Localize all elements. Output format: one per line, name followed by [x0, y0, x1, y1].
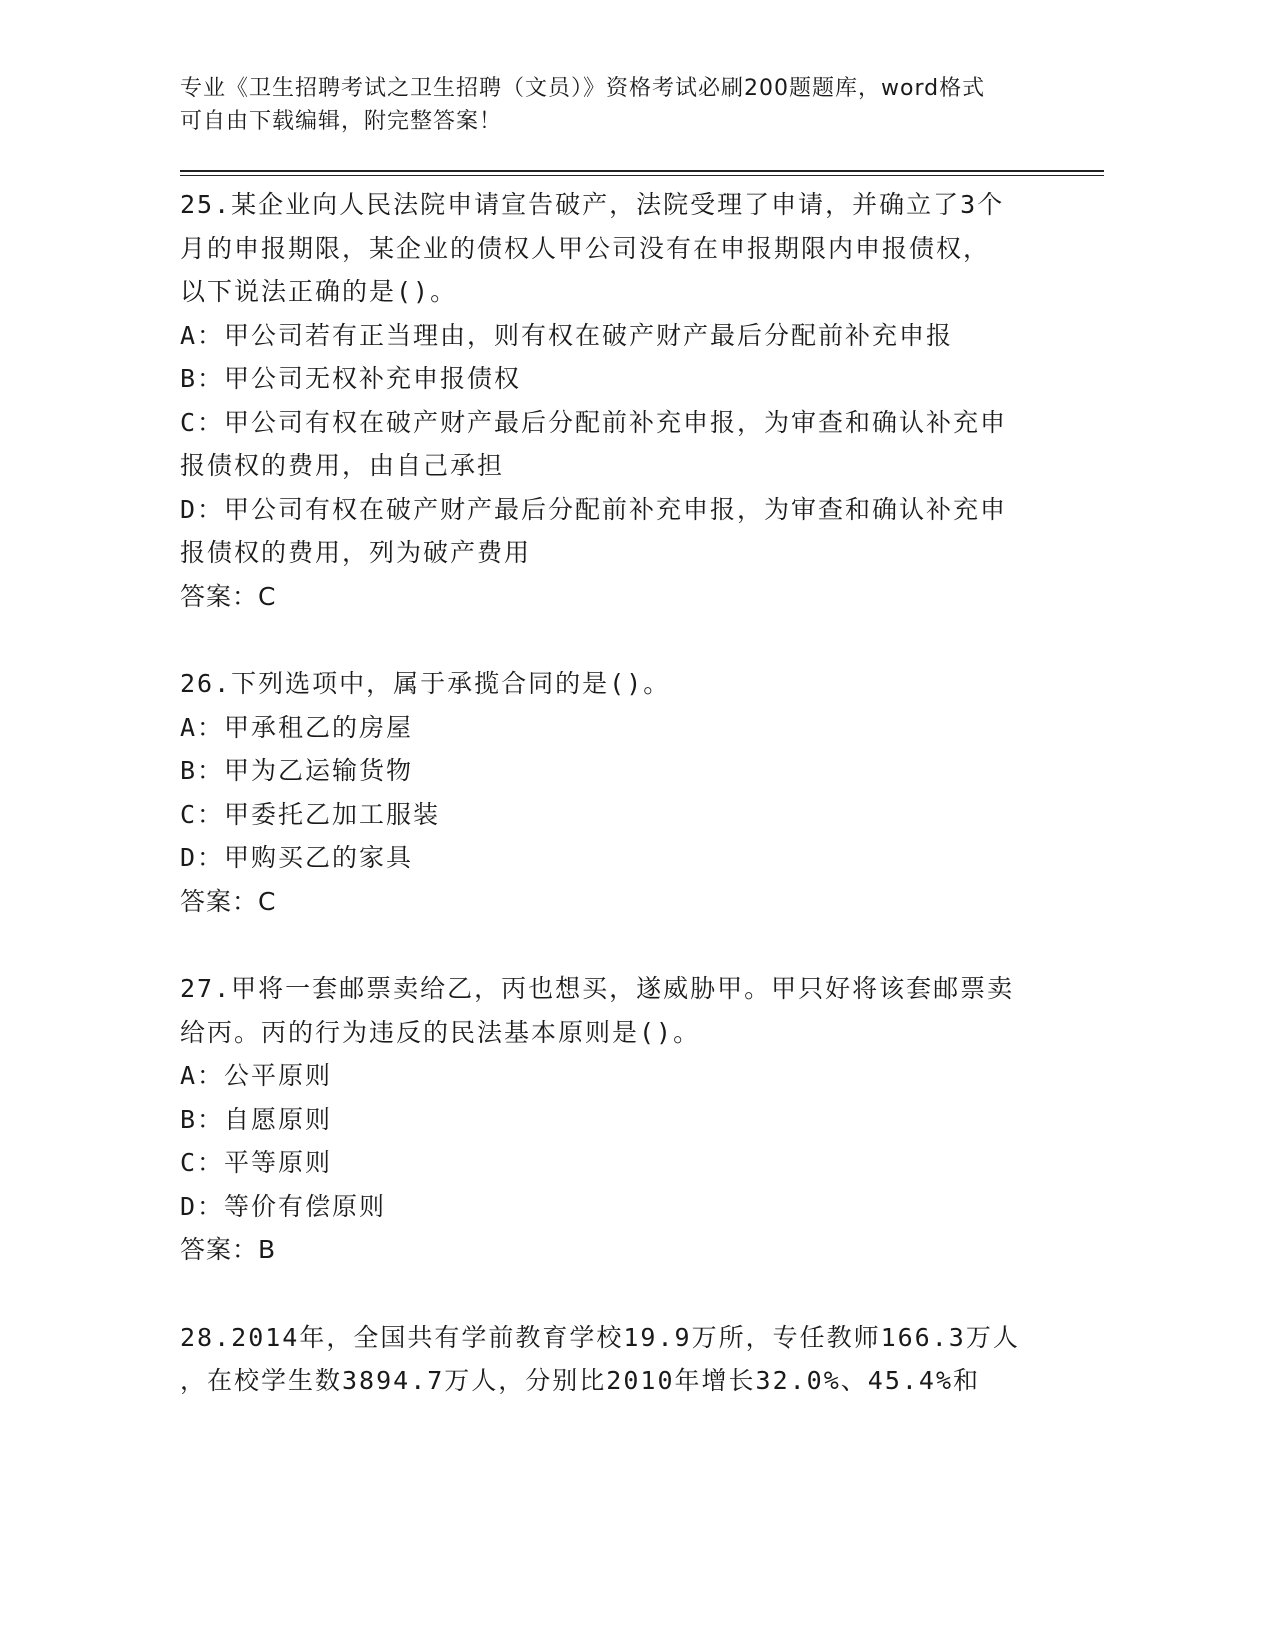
answer-option-line: D：甲购买乙的家具 [180, 843, 414, 872]
answer-option-line: A：甲承租乙的房屋 [180, 712, 414, 742]
answer-option-line: D：甲公司有权在破产财产最后分配前补充申报，为审查和确认补充申 [180, 494, 1008, 524]
question-text-line: ，在校学生数3894.7万人，分别比2010年增长32.0%、45.4%和 [180, 1366, 981, 1395]
header-divider-thin [180, 175, 1104, 176]
question-block [180, 1316, 1040, 1403]
answer-option-line: C：平等原则 [180, 1148, 333, 1177]
question-list [180, 183, 1040, 1403]
question-text-line: 月的申报期限，某企业的债权人甲公司没有在申报期限内申报债权， [180, 233, 991, 263]
answer-option-line: A：公平原则 [180, 1061, 333, 1090]
question-block [180, 967, 1040, 1272]
question-text-line: 26.下列选项中，属于承揽合同的是()。 [180, 669, 671, 698]
header-divider-thick [180, 170, 1104, 172]
answer-option-line: C：甲委托乙加工服装 [180, 799, 441, 829]
header-line-2: 可自由下载编辑，附完整答案！ [180, 109, 503, 134]
answer-option-line: B：甲公司无权补充申报债权 [180, 364, 522, 393]
answer-option-line: B：甲为乙运输货物 [180, 756, 414, 785]
answer-option-line: B：自愿原则 [180, 1104, 333, 1134]
answer-option-line: 报债权的费用，由自己承担 [180, 451, 505, 480]
answer-option-line: C：甲公司有权在破产财产最后分配前补充申报，为审查和确认补充申 [180, 407, 1008, 437]
answer-option-line: A：甲公司若有正当理由，则有权在破产财产最后分配前补充申报 [180, 320, 954, 350]
question-text-line: 28.2014年，全国共有学前教育学校19.9万所，专任教师166.3万人 [180, 1322, 1020, 1352]
answer-key: 答案：C [180, 886, 277, 916]
answer-option-line: 报债权的费用，列为破产费用 [180, 538, 532, 567]
question-text-line: 给丙。丙的行为违反的民法基本原则是()。 [180, 1017, 701, 1047]
header-line-1: 专业《卫生招聘考试之卫生招聘（文员）》资格考试必刷200题题库，word格式 [180, 76, 986, 101]
question-text-line: 27.甲将一套邮票卖给乙，丙也想买，遂威胁甲。甲只好将该套邮票卖 [180, 974, 1015, 1003]
answer-key: 答案：B [180, 1235, 277, 1264]
answer-key: 答案：C [180, 581, 277, 611]
answer-option-line: D：等价有偿原则 [180, 1191, 387, 1221]
question-block [180, 183, 1040, 618]
question-text-line: 以下说法正确的是()。 [180, 277, 458, 306]
document-header [180, 72, 1080, 138]
question-block [180, 662, 1040, 923]
question-text-line: 25.某企业向人民法院申请宣告破产，法院受理了申请，并确立了3个 [180, 190, 1005, 219]
